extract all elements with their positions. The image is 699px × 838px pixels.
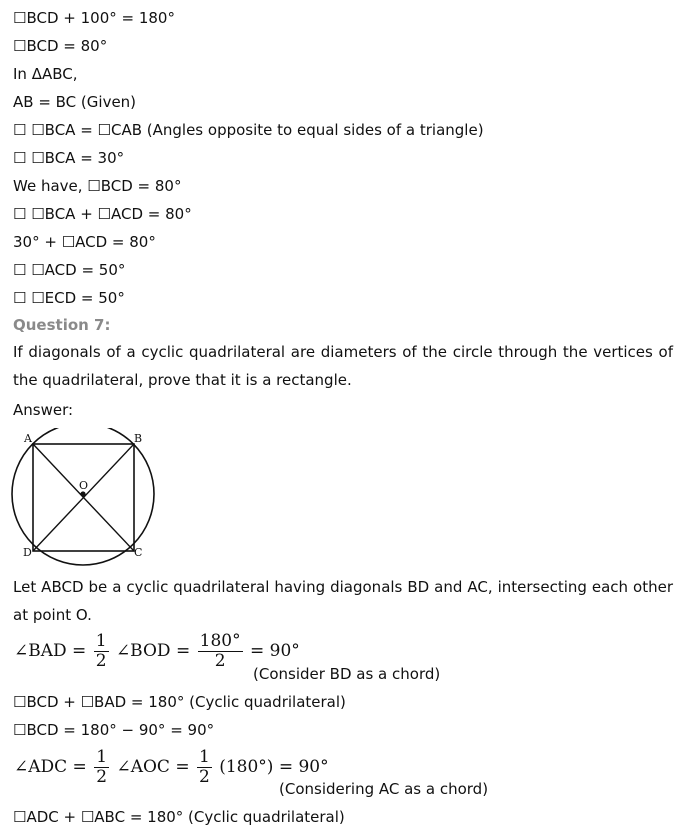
fraction-denominator: 2: [198, 767, 210, 787]
eq-lhs: ∠BAD =: [14, 641, 87, 661]
center-point: [80, 491, 85, 496]
text-line: ☐ADC + ☐ABC = 180° (Cyclic quadrilateral): [13, 808, 345, 826]
eq-lhs: ∠ADC =: [14, 757, 87, 777]
text-line: ☐BCD = 80°: [13, 37, 108, 55]
fraction-numerator: 180°: [199, 631, 241, 651]
vertex-label-a: A: [24, 432, 32, 445]
fraction-denominator: 2: [96, 767, 108, 787]
fraction: [198, 632, 243, 671]
eq-mid: ∠BOD =: [115, 641, 191, 661]
text-line: ☐ ☐BCA = ☐CAB (Angles opposite to equal sides of a triangle): [13, 121, 484, 139]
eq-rhs: = 90°: [249, 641, 300, 661]
text-line: ☐BCD = 180° − 90° = 90°: [13, 721, 215, 739]
fraction: [197, 748, 212, 787]
fraction: [94, 632, 109, 671]
answer-label: Answer:: [13, 401, 74, 419]
text-line: ☐BCD + 100° = 180°: [13, 9, 175, 27]
question-text: If diagonals of a cyclic quadrilateral are diameters of the circle through the vertices of the quadrilateral, prove that it is a rectangle.: [13, 343, 673, 389]
vertex-label-b: B: [134, 432, 143, 445]
fraction-denominator: 2: [95, 651, 107, 671]
text-line: ☐ ☐BCA = 30°: [13, 149, 125, 167]
fraction: [94, 748, 109, 787]
equation-note: (Consider BD as a chord): [253, 665, 441, 683]
fraction-numerator: 1: [198, 747, 210, 767]
text-line: In ΔABC,: [13, 65, 78, 83]
vertex-label-c: C: [134, 546, 143, 559]
text-line: ☐ ☐BCA + ☐ACD = 80°: [13, 205, 192, 223]
eq-mid: ∠AOC =: [116, 757, 190, 777]
text-line: 30° + ☐ACD = 80°: [13, 233, 156, 251]
fraction-numerator: 1: [95, 631, 107, 651]
vertex-label-d: D: [23, 546, 32, 559]
text-line: ☐BCD + ☐BAD = 180° (Cyclic quadrilateral): [13, 693, 346, 711]
eq-rhs: (180°) = 90°: [219, 757, 329, 777]
fraction-numerator: 1: [96, 747, 108, 767]
text-line: ☐ ☐ECD = 50°: [13, 289, 125, 307]
text-line: We have, ☐BCD = 80°: [13, 177, 182, 195]
cyclic-quadrilateral-figure: [8, 428, 160, 566]
text-line: ☐ ☐ACD = 50°: [13, 261, 126, 279]
center-label-o: O: [79, 479, 89, 492]
fraction-denominator: 2: [214, 651, 226, 671]
answer-intro: Let ABCD be a cyclic quadrilateral having diagonals BD and AC, intersecting each other at point O.: [13, 578, 673, 624]
question-heading: Question 7:: [13, 316, 111, 334]
equation-note: (Considering AC as a chord): [279, 780, 489, 798]
text-line: AB = BC (Given): [13, 93, 137, 111]
